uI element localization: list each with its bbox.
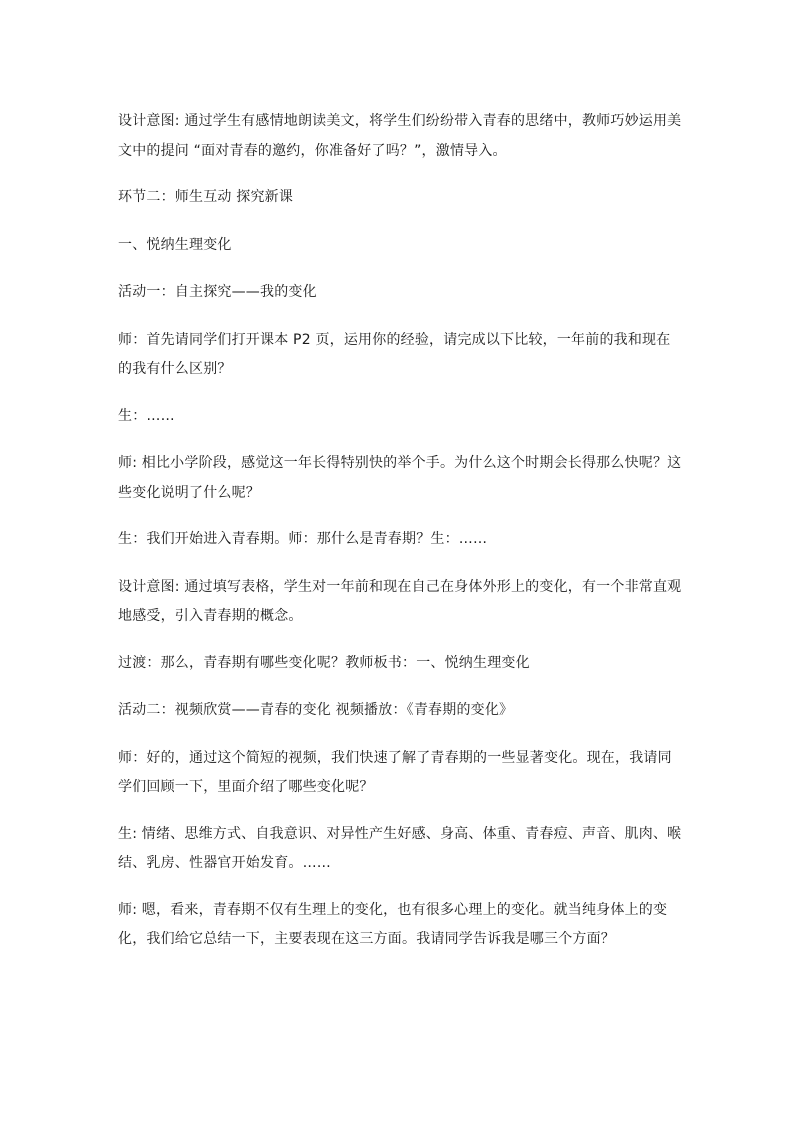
design-intent-paragraph-1: 设计意图: 通过学生有感情地朗读美文，将学生们纷纷带入青春的思绪中，教师巧妙运用美文中的提问 “面对青春的邀约，你准备好了吗？”，激情导入。 [118,113,682,159]
activity-one-heading: 活动一：自主探究——我的变化 [118,284,317,300]
teacher-line-2: 师: 相比小学阶段，感觉这一年长得特别快的举个手。为什么这个时期会长得那么快呢？这些变化说明了什么呢？ [118,455,682,501]
student-teacher-exchange: 生：我们开始进入青春期。师：那什么是青春期？生：…… [118,531,488,547]
teacher-line-3: 师：好的，通过这个简短的视频，我们快速了解了青春期的一些显著变化。现在，我请同学们回顾一下，里面介绍了哪些变化呢？ [118,749,672,795]
teacher-line-1: 师：首先请同学们打开课本 P2 页，运用你的经验，请完成以下比较，一年前的我和现在的我有什么区别？ [118,331,671,377]
transition-line: 过渡：那么，青春期有哪些变化呢？教师板书：一、悦纳生理变化 [118,654,530,671]
design-intent-paragraph-2: 设计意图: 通过填写表格，学生对一年前和现在自己在身体外形上的变化，有一个非常直观地感受，引入青春期的概念。 [118,578,682,624]
student-line-2: 生: 情绪、思维方式、自我意识、对异性产生好感、身高、体重、青春痘、声音、肌肉、喉结、乳房、性器官开始发育。…… [118,825,682,871]
teacher-line-4: 师: 嗯，看来，青春期不仅有生理上的变化，也有很多心理上的变化。就当纯身体上的变化，我们给它总结一下，主要表现在这三方面。我请同学告诉我是哪三个方面？ [118,901,668,947]
activity-two-heading: 活动二：视频欣赏——青春的变化 视频播放：《青春期的变化》 [118,702,514,718]
section-heading-physical-changes: 一、悦纳生理变化 [118,236,232,253]
section-heading-step-two: 环节二：师生互动 探究新课 [118,189,294,205]
student-line-1: 生：…… [118,407,175,424]
document-body [118,107,684,955]
